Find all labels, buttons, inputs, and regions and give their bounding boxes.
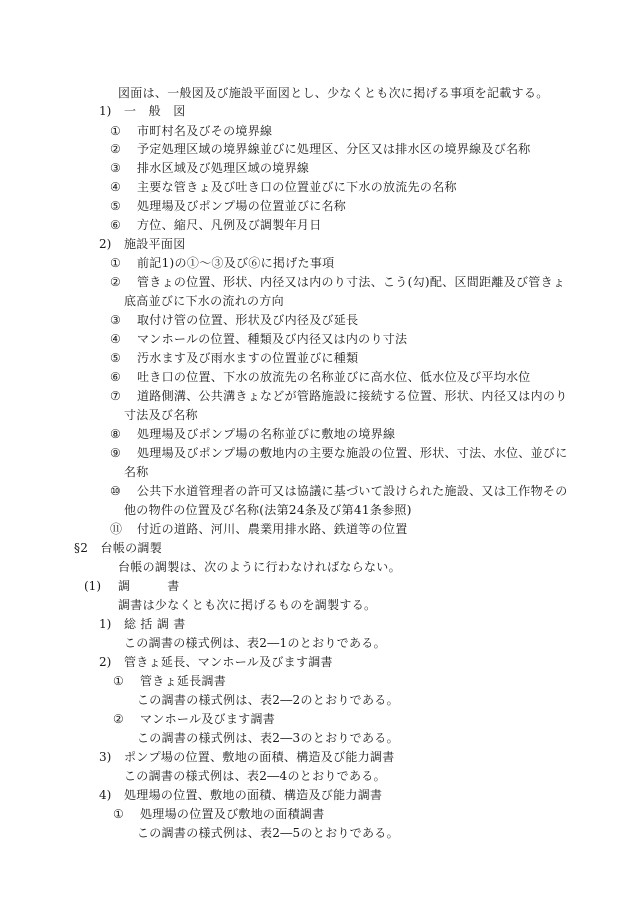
list-item: 取付け管の位置、形状及び内径及び延長 bbox=[137, 313, 359, 327]
item-number: 2) bbox=[99, 655, 112, 669]
sub-item-number: ① bbox=[113, 674, 124, 688]
item-title: 処理場の位置、敷地の面積、構造及び能力調書 bbox=[124, 788, 383, 802]
list-item: 処理場及びポンプ場の敷地内の主要な施設の位置、形状、寸法、水位、並びに bbox=[137, 446, 568, 460]
section-intro: 台帳の調製は、次のように行わなければならない。 bbox=[118, 560, 401, 574]
section-number: 1) bbox=[99, 104, 112, 118]
list-item: 処理場及びポンプ場の名称並びに敷地の境界線 bbox=[137, 427, 396, 441]
list-item-continuation: 寸法及び名称 bbox=[124, 408, 198, 422]
sub-item-description: この調書の様式例は、表2―2のとおりである。 bbox=[137, 693, 399, 707]
section-title: 一 般 図 bbox=[124, 104, 186, 118]
item-number: ⑥ bbox=[110, 370, 121, 384]
list-item-continuation: 底高並びに下水の流れの方向 bbox=[124, 294, 284, 308]
list-item-continuation: 名称 bbox=[124, 465, 149, 479]
list-item: 前記1)の①～③及び⑥に掲げた事項 bbox=[137, 256, 335, 270]
list-item: 予定処理区域の境界線並びに処理区、分区又は排水区の境界線及び名称 bbox=[137, 142, 531, 156]
item-number: 4) bbox=[99, 788, 112, 802]
list-item: 道路側溝、公共溝きょなどが管路施設に接続する位置、形状、内径又は内のり bbox=[137, 389, 568, 403]
sub-item-title: 管きょ延長調書 bbox=[140, 674, 227, 688]
item-number: ⑧ bbox=[110, 427, 121, 441]
item-title: 総 括 調 書 bbox=[124, 617, 186, 631]
item-number: ⑩ bbox=[110, 484, 121, 498]
list-item: 吐き口の位置、下水の放流先の名称並びに高水位、低水位及び平均水位 bbox=[137, 370, 531, 384]
item-number: ③ bbox=[110, 161, 121, 175]
list-item: 管きょの位置、形状、内径又は内のり寸法、こう(勾)配、区間距離及び管きょ bbox=[137, 275, 566, 289]
section-title: 施設平面図 bbox=[124, 237, 186, 251]
list-item: 処理場及びポンプ場の位置並びに名称 bbox=[137, 199, 347, 213]
item-number: ⑦ bbox=[110, 389, 121, 403]
sub-item-title: マンホール及びます調書 bbox=[140, 712, 276, 726]
subsection-title: 調 書 bbox=[118, 579, 180, 593]
item-number: ⑤ bbox=[110, 351, 121, 365]
intro-paragraph: 図面は、一般図及び施設平面図とし、少なくとも次に掲げる事項を記載する。 bbox=[118, 86, 549, 100]
list-item: 公共下水道管理者の許可又は協議に基づいて設けられた施設、又は工作物その bbox=[137, 484, 568, 498]
item-number: ⑨ bbox=[110, 446, 121, 460]
item-number: ① bbox=[110, 124, 121, 138]
section-number: 2) bbox=[99, 237, 112, 251]
list-item: 主要な管きょ及び吐き口の位置並びに下水の放流先の名称 bbox=[137, 180, 457, 194]
item-number: ④ bbox=[110, 332, 121, 346]
item-number: ② bbox=[110, 142, 121, 156]
sub-item-number: ② bbox=[113, 712, 124, 726]
item-number: ② bbox=[110, 275, 121, 289]
item-number: ⑥ bbox=[110, 218, 121, 232]
sub-item-description: この調書の様式例は、表2―5のとおりである。 bbox=[137, 826, 399, 840]
item-title: 管きょ延長、マンホール及びます調書 bbox=[124, 655, 333, 669]
sub-item-number: ① bbox=[113, 807, 124, 821]
list-item: マンホールの位置、種類及び内径又は内のり寸法 bbox=[137, 332, 408, 346]
subsection-number: (1) bbox=[84, 579, 101, 593]
item-number: 1) bbox=[99, 617, 112, 631]
item-number: ⑪ bbox=[110, 522, 123, 536]
list-item-continuation: 他の物件の位置及び名称(法第24条及び第41条参照) bbox=[124, 503, 412, 517]
item-description: この調書の様式例は、表2―1のとおりである。 bbox=[124, 636, 386, 650]
item-number: 3) bbox=[99, 750, 112, 764]
list-item: 方位、縮尺、凡例及び調製年月日 bbox=[137, 218, 322, 232]
item-number: ④ bbox=[110, 180, 121, 194]
item-title: ポンプ場の位置、敷地の面積、構造及び能力調書 bbox=[124, 750, 395, 764]
item-description: この調書の様式例は、表2―4のとおりである。 bbox=[124, 769, 386, 783]
list-item: 市町村名及びその境界線 bbox=[137, 124, 273, 138]
item-number: ⑤ bbox=[110, 199, 121, 213]
section-heading: §2 台帳の調製 bbox=[74, 541, 163, 555]
item-number: ③ bbox=[110, 313, 121, 327]
list-item: 排水区域及び処理区域の境界線 bbox=[137, 161, 310, 175]
item-number: ① bbox=[110, 256, 121, 270]
sub-item-title: 処理場の位置及び敷地の面積調書 bbox=[140, 807, 325, 821]
subsection-intro: 調書は少なくとも次に掲げるものを調製する。 bbox=[118, 598, 377, 612]
sub-item-description: この調書の様式例は、表2―3のとおりである。 bbox=[137, 731, 399, 745]
list-item: 付近の道路、河川、農業用排水路、鉄道等の位置 bbox=[137, 522, 408, 536]
list-item: 汚水ます及び雨水ますの位置並びに種類 bbox=[137, 351, 359, 365]
